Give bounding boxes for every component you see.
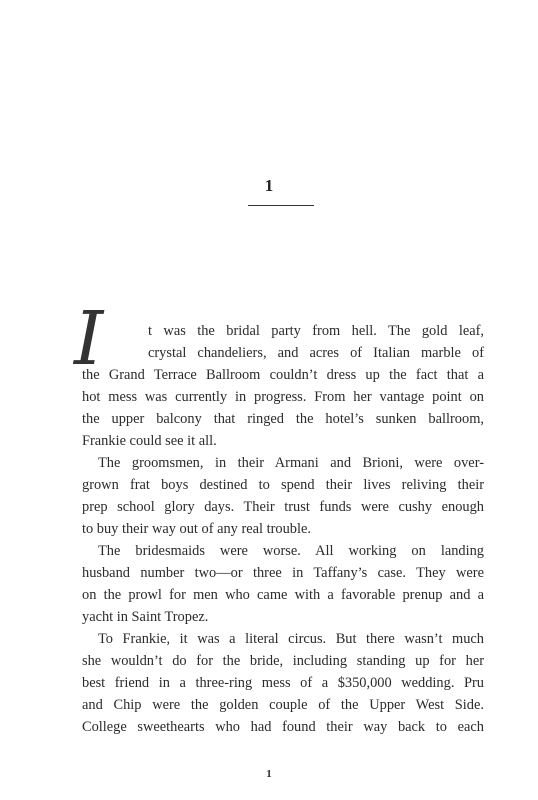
text-line: College sweethearts who had found their way back to each: [82, 719, 484, 735]
drop-cap: I: [74, 296, 104, 382]
text-line: best friend in a three-ring mess of a $350,000 wedding. Pru: [82, 675, 484, 691]
paragraph-2: [82, 452, 484, 540]
text-line: husband number two—or three in Taffany’s case. They were: [82, 565, 484, 581]
text-line: prep school glory days. Their trust funds were cushy enough: [82, 499, 484, 515]
text-line: Frankie could see it all.: [82, 433, 217, 449]
text-line: To Frankie, it was a literal circus. But there wasn’t much: [98, 631, 484, 647]
text-line: The groomsmen, in their Armani and Brioni, were over-: [98, 455, 484, 471]
paragraph-4: [82, 628, 484, 738]
page-number: 1: [266, 768, 272, 780]
text-line: crystal chandeliers, and acres of Italian marble of: [148, 345, 484, 361]
text-line: t was the bridal party from hell. The gold leaf,: [148, 323, 484, 339]
body-text: [74, 296, 484, 738]
chapter-divider: [248, 205, 314, 206]
text-line: to buy their way out of any real trouble.: [82, 521, 311, 537]
text-line: on the prowl for men who came with a favorable prenup and a: [82, 587, 484, 603]
text-line: grown frat boys destined to spend their lives reliving their: [82, 477, 484, 493]
text-line: she wouldn’t do for the bride, including standing up for her: [82, 653, 484, 669]
paragraph-3: [82, 540, 484, 628]
text-line: the Grand Terrace Ballroom couldn’t dress up the fact that a: [82, 367, 484, 383]
text-line: the upper balcony that ringed the hotel’s sunken ballroom,: [82, 411, 484, 427]
text-line: yacht in Saint Tropez.: [82, 609, 209, 625]
chapter-number: 1: [264, 176, 274, 195]
paragraph-1: [74, 296, 484, 452]
text-line: hot mess was currently in progress. From her vantage point on: [82, 389, 484, 405]
text-line: The bridesmaids were worse. All working on landing: [98, 543, 484, 559]
text-line: and Chip were the golden couple of the Upper West Side.: [82, 697, 484, 713]
